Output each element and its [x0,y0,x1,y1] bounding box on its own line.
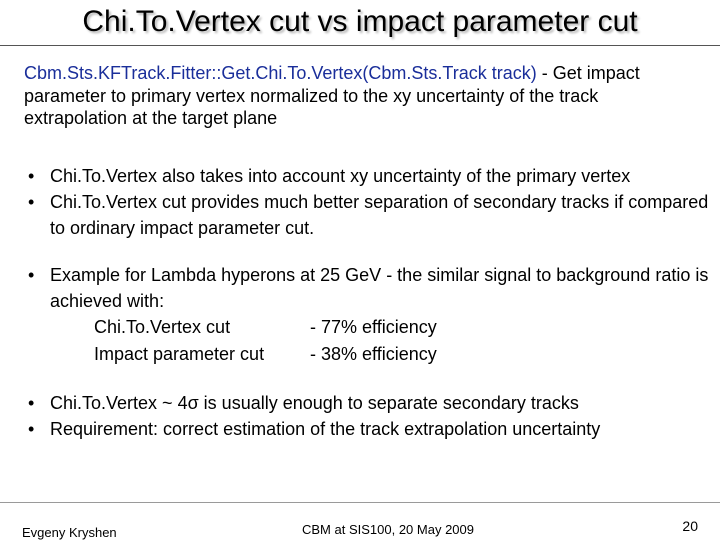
bullet-marker: • [28,419,35,439]
bullet-text: Chi.To.Vertex also takes into account xy uncertainty of the primary vertex [50,166,631,186]
efficiency-row [50,314,714,341]
function-signature: Cbm.Sts.KFTrack.Fitter::Get.Chi.To.Vertex(Cbm.Sts.Track track) [24,63,537,83]
bullet-item [24,390,714,416]
cut-efficiency: - 77% efficiency [310,317,437,337]
cut-name: Impact parameter cut [94,344,265,364]
efficiency-row [50,341,714,368]
bullet-list-requirements [24,390,714,442]
bullet-marker: • [28,265,35,285]
bullet-item [24,262,714,368]
footer-author: Evgeny Kryshen [22,525,117,540]
bullet-item [24,163,714,189]
bullet-list-primary-vertex [24,163,714,241]
intro-paragraph [24,62,704,130]
bullet-marker: • [28,192,35,212]
footer-event: CBM at SIS100, 20 May 2009 [302,522,474,537]
slide-number: 20 [682,518,698,534]
bullet-marker: • [28,166,35,186]
bullet-item [24,416,714,442]
function-description: - Get impact parameter to primary vertex normalized to the xy uncertainty of the track extrapolation at the target plane [24,63,640,128]
bullet-item [24,189,714,241]
title-divider [0,45,720,46]
bullet-text: Chi.To.Vertex cut provides much better separation of secondary tracks if compared to ordinary impact parameter cut. [50,192,709,238]
bullet-text: Example for Lambda hyperons at 25 GeV - the similar signal to background ratio is achieved with: [50,265,709,311]
bullet-text: Chi.To.Vertex ~ 4σ is usually enough to separate secondary tracks [50,393,579,413]
bullet-list-lambda-example [24,262,714,368]
slide-title: Chi.To.Vertex cut vs impact parameter cut [82,5,638,38]
footer-divider [0,502,720,503]
cut-name: Chi.To.Vertex cut [94,317,231,337]
bullet-text: Requirement: correct estimation of the track extrapolation uncertainty [50,419,601,439]
bullet-marker: • [28,393,35,413]
cut-efficiency: - 38% efficiency [310,344,437,364]
